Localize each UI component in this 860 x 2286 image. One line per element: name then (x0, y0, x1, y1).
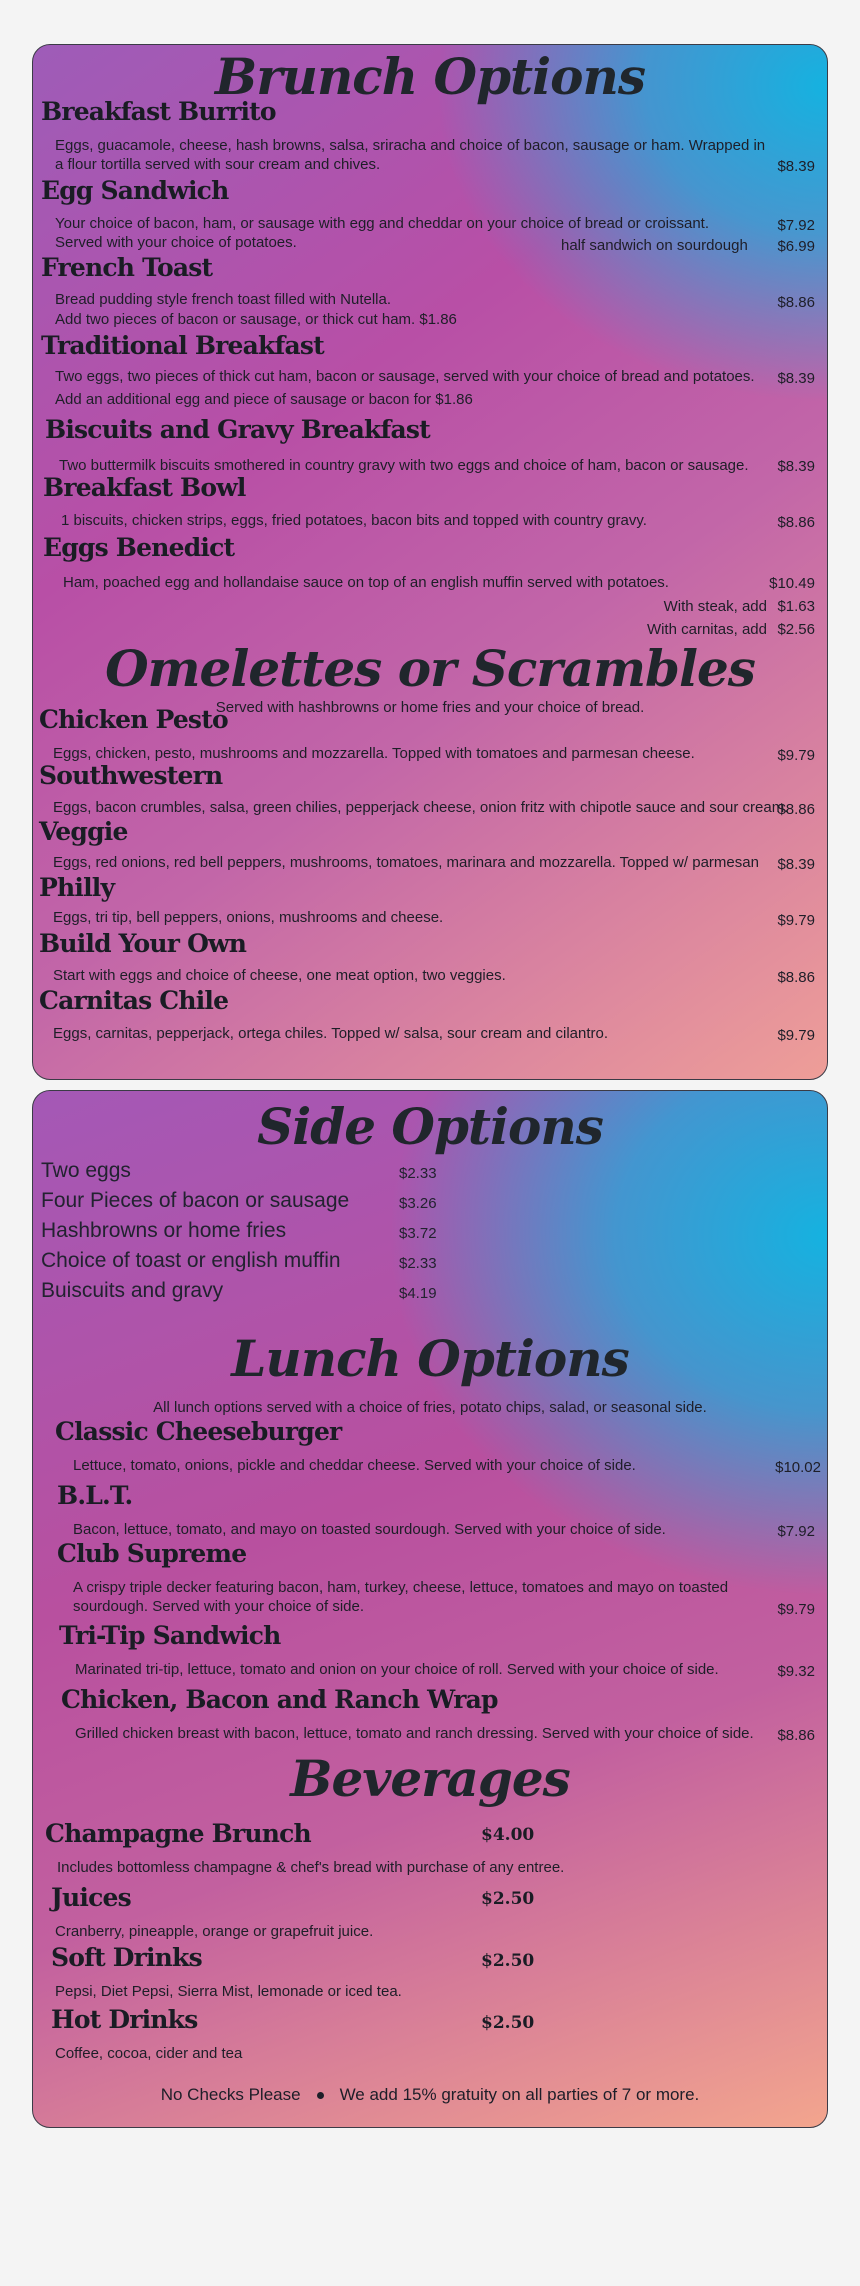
item-desc: Ham, poached egg and hollandaise sauce on top of an english muffin served with potatoes. (63, 574, 669, 591)
item-desc: Add an additional egg and piece of sausage or bacon for $1.86 (55, 391, 473, 408)
side-item: Buiscuits and gravy (41, 1279, 224, 1302)
item-price: $8.39 (777, 158, 815, 175)
item-price: $9.79 (777, 1027, 815, 1044)
side-item: Four Pieces of bacon or sausage (41, 1189, 350, 1212)
item-name: Tri-Tip Sandwich (59, 1621, 281, 1650)
side-item: Two eggs (41, 1159, 131, 1182)
item-name: Club Supreme (57, 1539, 247, 1568)
item-price: $9.79 (777, 747, 815, 764)
footer (33, 2085, 827, 2105)
addon-label: With steak, add (663, 598, 767, 615)
brunch-title: Brunch Options (215, 47, 645, 106)
item-name: Carnitas Chile (39, 986, 229, 1015)
item-price: $10.02 (775, 1459, 821, 1476)
brunch-omelette-panel (32, 44, 828, 1080)
omelettes-title: Omelettes or Scrambles (105, 639, 755, 698)
item-price: $2.50 (481, 1889, 535, 1909)
item-name: Juices (51, 1883, 131, 1912)
footer-gratuity: We add 15% gratuity on all parties of 7 or more. (339, 2085, 700, 2104)
sides-title: Side Options (257, 1097, 603, 1156)
item-desc: Served with your choice of potatoes. (55, 234, 297, 251)
item-price: $8.86 (777, 1727, 815, 1744)
item-price: $7.92 (777, 1523, 815, 1540)
item-note: half sandwich on sourdough (561, 237, 748, 254)
side-price: $4.19 (399, 1285, 437, 1302)
item-name: Egg Sandwich (41, 176, 229, 205)
item-desc: Lettuce, tomato, onions, pickle and cheddar cheese. Served with your choice of side. (73, 1457, 636, 1474)
item-desc: a flour tortilla served with sour cream and chives. (55, 156, 381, 173)
bullet-icon (317, 2092, 324, 2099)
omelettes-subtitle: Served with hashbrowns or home fries and your choice of bread. (215, 699, 645, 716)
item-price: $2.50 (481, 2013, 535, 2033)
item-price: $8.86 (777, 294, 815, 311)
item-name: Breakfast Burrito (41, 97, 276, 126)
side-item: Hashbrowns or home fries (41, 1219, 287, 1242)
item-desc: Includes bottomless champagne & chef's bread with purchase of any entree. (57, 1859, 565, 1876)
beverages-title: Beverages (290, 1749, 570, 1808)
item-price: $8.86 (777, 969, 815, 986)
item-desc: Eggs, chicken, pesto, mushrooms and mozzarella. Topped with tomatoes and parmesan cheese. (53, 745, 695, 762)
side-item: Choice of toast or english muffin (41, 1249, 341, 1272)
addon-price: $1.63 (777, 598, 815, 615)
item-name: Champagne Brunch (45, 1819, 311, 1848)
item-desc: Bread pudding style french toast filled with Nutella. (55, 291, 392, 308)
sides-lunch-beverages-panel (32, 1090, 828, 2128)
item-desc: Grilled chicken breast with bacon, lettuce, tomato and ranch dressing. Served with your choice of side. (75, 1725, 754, 1742)
item-name: Chicken Pesto (39, 705, 228, 734)
item-name: Traditional Breakfast (41, 331, 324, 360)
side-price: $2.33 (399, 1165, 437, 1182)
item-price: $8.86 (777, 514, 815, 531)
item-name: Eggs Benedict (43, 533, 235, 562)
item-desc: Two buttermilk biscuits smothered in country gravy with two eggs and choice of ham, bacon or sausage. (59, 457, 749, 474)
item-price: $10.49 (769, 575, 815, 592)
item-price: $9.32 (777, 1663, 815, 1680)
item-desc: Start with eggs and choice of cheese, one meat option, two veggies. (53, 967, 506, 984)
item-desc: Eggs, guacamole, cheese, hash browns, salsa, sriracha and choice of bacon, sausage or ham. Wrapped in (55, 137, 766, 154)
item-name: Build Your Own (39, 929, 247, 958)
item-desc: Add two pieces of bacon or sausage, or thick cut ham. $1.86 (55, 311, 457, 328)
item-name: Veggie (39, 817, 128, 846)
item-price: $8.39 (777, 856, 815, 873)
item-desc: Eggs, red onions, red bell peppers, mushrooms, tomatoes, marinara and mozzarella. Topped w/ parmesan (53, 854, 759, 871)
item-price: $6.99 (777, 238, 815, 255)
item-name: Southwestern (39, 761, 223, 790)
item-desc: Eggs, carnitas, pepperjack, ortega chiles. Topped w/ salsa, sour cream and cilantro. (53, 1025, 609, 1042)
side-price: $3.72 (399, 1225, 437, 1242)
item-price: $9.79 (777, 1601, 815, 1618)
footer-no-checks: No Checks Please (160, 2085, 301, 2104)
item-desc: Two eggs, two pieces of thick cut ham, bacon or sausage, served with your choice of bread and potatoes. (55, 368, 755, 385)
item-desc: 1 biscuits, chicken strips, eggs, fried potatoes, bacon bits and topped with country gravy. (61, 512, 647, 529)
item-desc: Coffee, cocoa, cider and tea (55, 2045, 243, 2062)
item-desc: Bacon, lettuce, tomato, and mayo on toasted sourdough. Served with your choice of side. (73, 1521, 666, 1538)
item-price: $4.00 (481, 1825, 535, 1845)
item-desc: Cranberry, pineapple, orange or grapefruit juice. (55, 1923, 374, 1940)
lunch-title: Lunch Options (231, 1329, 629, 1388)
item-name: French Toast (41, 253, 213, 282)
item-price: $8.39 (777, 370, 815, 387)
side-price: $2.33 (399, 1255, 437, 1272)
item-name: Classic Cheeseburger (55, 1417, 342, 1446)
item-desc: Eggs, tri tip, bell peppers, onions, mushrooms and cheese. (53, 909, 444, 926)
item-name: Biscuits and Gravy Breakfast (45, 415, 430, 444)
item-name: Philly (39, 873, 115, 902)
item-name: Breakfast Bowl (43, 473, 246, 502)
lunch-subtitle: All lunch options served with a choice of fries, potato chips, salad, or seasonal side. (153, 1399, 707, 1416)
item-price: $8.39 (777, 458, 815, 475)
item-desc: Your choice of bacon, ham, or sausage with egg and cheddar on your choice of bread or croissant. (55, 215, 710, 232)
item-price: $7.92 (777, 217, 815, 234)
item-price: $2.50 (481, 1951, 535, 1971)
addon-label: With carnitas, add (646, 621, 767, 638)
item-desc: Marinated tri-tip, lettuce, tomato and onion on your choice of roll. Served with your choice of side. (75, 1661, 719, 1678)
item-desc: A crispy triple decker featuring bacon, ham, turkey, cheese, lettuce, tomatoes and mayo on toasted (73, 1579, 729, 1596)
side-price: $3.26 (399, 1195, 437, 1212)
item-name: Hot Drinks (51, 2005, 198, 2034)
item-desc: Pepsi, Diet Pepsi, Sierra Mist, lemonade or iced tea. (55, 1983, 402, 2000)
item-price: $9.79 (777, 912, 815, 929)
item-price: $8.86 (777, 801, 815, 818)
addon-price: $2.56 (777, 621, 815, 638)
item-name: B.L.T. (57, 1481, 133, 1510)
item-name: Soft Drinks (51, 1943, 202, 1972)
item-desc: sourdough. Served with your choice of side. (73, 1598, 364, 1615)
item-desc: Eggs, bacon crumbles, salsa, green chilies, pepperjack cheese, onion fritz with chipotle sauce and sour cream. (53, 799, 789, 816)
item-name: Chicken, Bacon and Ranch Wrap (61, 1685, 498, 1714)
